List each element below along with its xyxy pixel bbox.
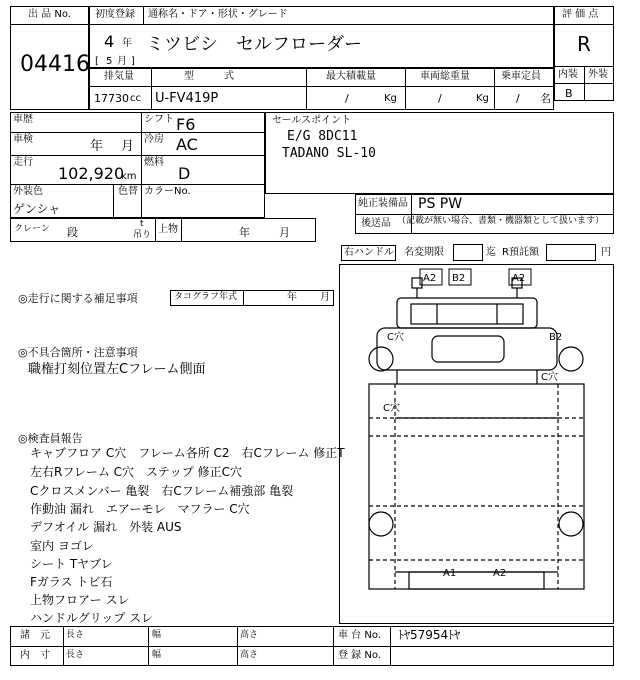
tachograph-label: タコグラフ年式 — [174, 292, 238, 302]
name-change-field — [453, 244, 483, 261]
shift-value: F6 — [176, 115, 196, 134]
aftermarket-label: 後送品 — [361, 218, 391, 229]
crane-ton-unit: t — [140, 219, 144, 229]
footer-length-label-2: 長さ — [66, 650, 85, 660]
crane-stage-unit: 段 — [67, 226, 78, 239]
displacement-value: 17730 — [94, 92, 129, 105]
displacement-unit: cc — [130, 93, 141, 104]
inspection-year-unit: 年 — [90, 139, 104, 154]
inspector-line-6: 室内 ヨゴレ — [30, 539, 94, 553]
inspection-month-unit: 月 — [121, 139, 135, 154]
inspector-line-2: 左右Rフレーム C穴 ステップ 修正C穴 — [30, 465, 243, 479]
max-load-sep: / — [345, 92, 349, 105]
recycle-unit: 円 — [601, 247, 611, 258]
lot-number: 04416 — [20, 52, 90, 77]
aircon-label: 冷房 — [144, 134, 164, 145]
name-change-sep: 迄 — [486, 247, 496, 258]
defects-title: ◎不具合箇所・注意事項 — [18, 346, 138, 359]
gross-weight-unit: Kg — [476, 93, 489, 104]
max-load-unit: Kg — [384, 93, 397, 104]
diagram-label-a2-right: A2 — [512, 273, 526, 284]
tachograph-year-unit: 年 — [287, 292, 297, 303]
recycle-label: R預託額 — [502, 247, 539, 258]
exterior-label: 外装 — [588, 69, 608, 80]
reg-month-bracket-close: ] — [131, 56, 135, 67]
reg-year-unit: 年 — [122, 38, 132, 49]
inspector-line-3: Cクロスメンバー 亀裂 右Cフレーム補強部 亀裂 — [30, 484, 294, 498]
diagram-label-a2-left: A2 — [423, 273, 437, 284]
footer-height-label-1: 高さ — [240, 630, 259, 640]
inspector-line-10: ハンドルグリップ スレ — [30, 611, 154, 625]
inspector-line-8: Fガラス トビ石 — [30, 575, 113, 589]
score-value: R — [577, 32, 591, 56]
gross-weight-label: 車両総重量 — [420, 71, 470, 82]
sales-point-line-2: TADANO SL-10 — [282, 146, 376, 161]
sales-point-line-1: E/G 8DC11 — [287, 129, 358, 144]
genuine-label: 純正装備品 — [358, 198, 408, 209]
load-month-unit: 月 — [279, 226, 290, 239]
inspector-line-5: デフオイル 漏れ 外装 AUS — [30, 520, 182, 534]
capacity-unit: 名 — [540, 92, 551, 105]
inspector-title: ◎検査員報告 — [18, 432, 83, 445]
footer-width-label-1: 幅 — [152, 630, 162, 640]
first-reg-label: 初度登録 — [95, 9, 135, 20]
inspector-line-4: 作動油 漏れ エアーモレ マフラー C穴 — [30, 502, 250, 516]
shift-label: シフト — [144, 114, 174, 125]
footer-length-label-1: 長さ — [66, 630, 85, 640]
diagram-label-c-hole-frame: C穴 — [383, 403, 400, 414]
footer-width-label-2: 幅 — [152, 650, 162, 660]
interior-label: 内装 — [558, 69, 578, 80]
crane-lift-unit: 吊り — [133, 230, 152, 240]
capacity-sep: / — [516, 92, 520, 105]
inspector-line-1: キャブフロア C穴 フレーム各所 C2 右Cフレーム 修正T — [30, 446, 345, 460]
diagram-label-c-hole-cab: C穴 — [387, 332, 404, 343]
inspector-line-9: 上物フロアー スレ — [30, 593, 130, 607]
color-no-label: カラーNo. — [144, 186, 191, 197]
diagram-label-b2-top: B2 — [452, 273, 466, 284]
fuel-value: D — [178, 164, 191, 183]
sales-points-label: セールスポイント — [272, 115, 352, 126]
reg-month-bracket: [ — [95, 56, 99, 67]
chassis-label: 車 台 No. — [338, 630, 381, 641]
footer-interior-label: 内 寸 — [20, 650, 50, 661]
interior-score: B — [565, 87, 573, 100]
right-hand-label: 右ハンドル — [344, 247, 394, 258]
model-label: 型 式 — [184, 71, 234, 82]
max-load-label: 最大積載量 — [326, 71, 376, 82]
diagram-label-c-hole-right: C穴 — [541, 372, 558, 383]
model-value: U-FV419P — [155, 91, 219, 106]
displacement-label: 排気量 — [104, 71, 134, 82]
lot-label: 出 品 No. — [28, 9, 71, 20]
mileage-value: 102,920 — [58, 164, 125, 183]
color-number-label: 色替 — [118, 186, 138, 197]
score-label: 評 価 点 — [562, 9, 599, 20]
name-change-label: 名変期限 — [404, 247, 444, 258]
inspection-label: 車検 — [13, 134, 33, 145]
diagram-label-b2-right: B2 — [549, 332, 563, 343]
genuine-value: PS PW — [418, 196, 463, 212]
mileage-unit: km — [121, 171, 137, 182]
load-label: 上物 — [158, 224, 178, 235]
reg-number-label: 登 録 No. — [338, 650, 381, 661]
tachograph-month-unit: 月 — [320, 292, 330, 303]
inspector-line-7: シート Tヤブレ — [30, 557, 113, 571]
color-label: 外装色 — [13, 186, 43, 197]
load-year-unit: 年 — [239, 226, 250, 239]
footer-specs-label: 諸 元 — [20, 630, 50, 641]
reg-month-unit: 月 — [117, 56, 127, 67]
gross-weight-sep: / — [438, 92, 442, 105]
crane-label: クレーン — [14, 224, 50, 234]
name-label: 通称名・ドア・形状・グレード — [148, 9, 288, 20]
fuel-label: 燃料 — [144, 157, 164, 168]
damage-diagram — [339, 264, 614, 624]
footer-height-label-2: 高さ — [240, 650, 259, 660]
car-name: ミツビシ セルフローダー — [146, 34, 362, 55]
aircon-value: AC — [176, 135, 198, 154]
color-value: ゲンシャ — [13, 202, 61, 216]
chassis-value: ﾄﾔ57954ﾄﾔ — [398, 628, 461, 642]
mileage-label: 走行 — [13, 157, 33, 168]
reg-year: 4 — [104, 32, 115, 51]
history-label: 車歴 — [13, 114, 33, 125]
reg-month: 5 — [106, 56, 113, 67]
defects-text: 職権打刻位置左Cフレーム側面 — [28, 362, 206, 377]
supplement-title: ◎走行に関する補足事項 — [18, 292, 138, 305]
recycle-field — [546, 244, 596, 261]
diagram-label-a2-rear: A2 — [493, 568, 507, 579]
aftermarket-note: （記載が無い場合、書類・機器類として扱います） — [397, 216, 605, 226]
capacity-label: 乗車定員 — [501, 71, 541, 82]
diagram-label-a1-rear: A1 — [443, 568, 457, 579]
